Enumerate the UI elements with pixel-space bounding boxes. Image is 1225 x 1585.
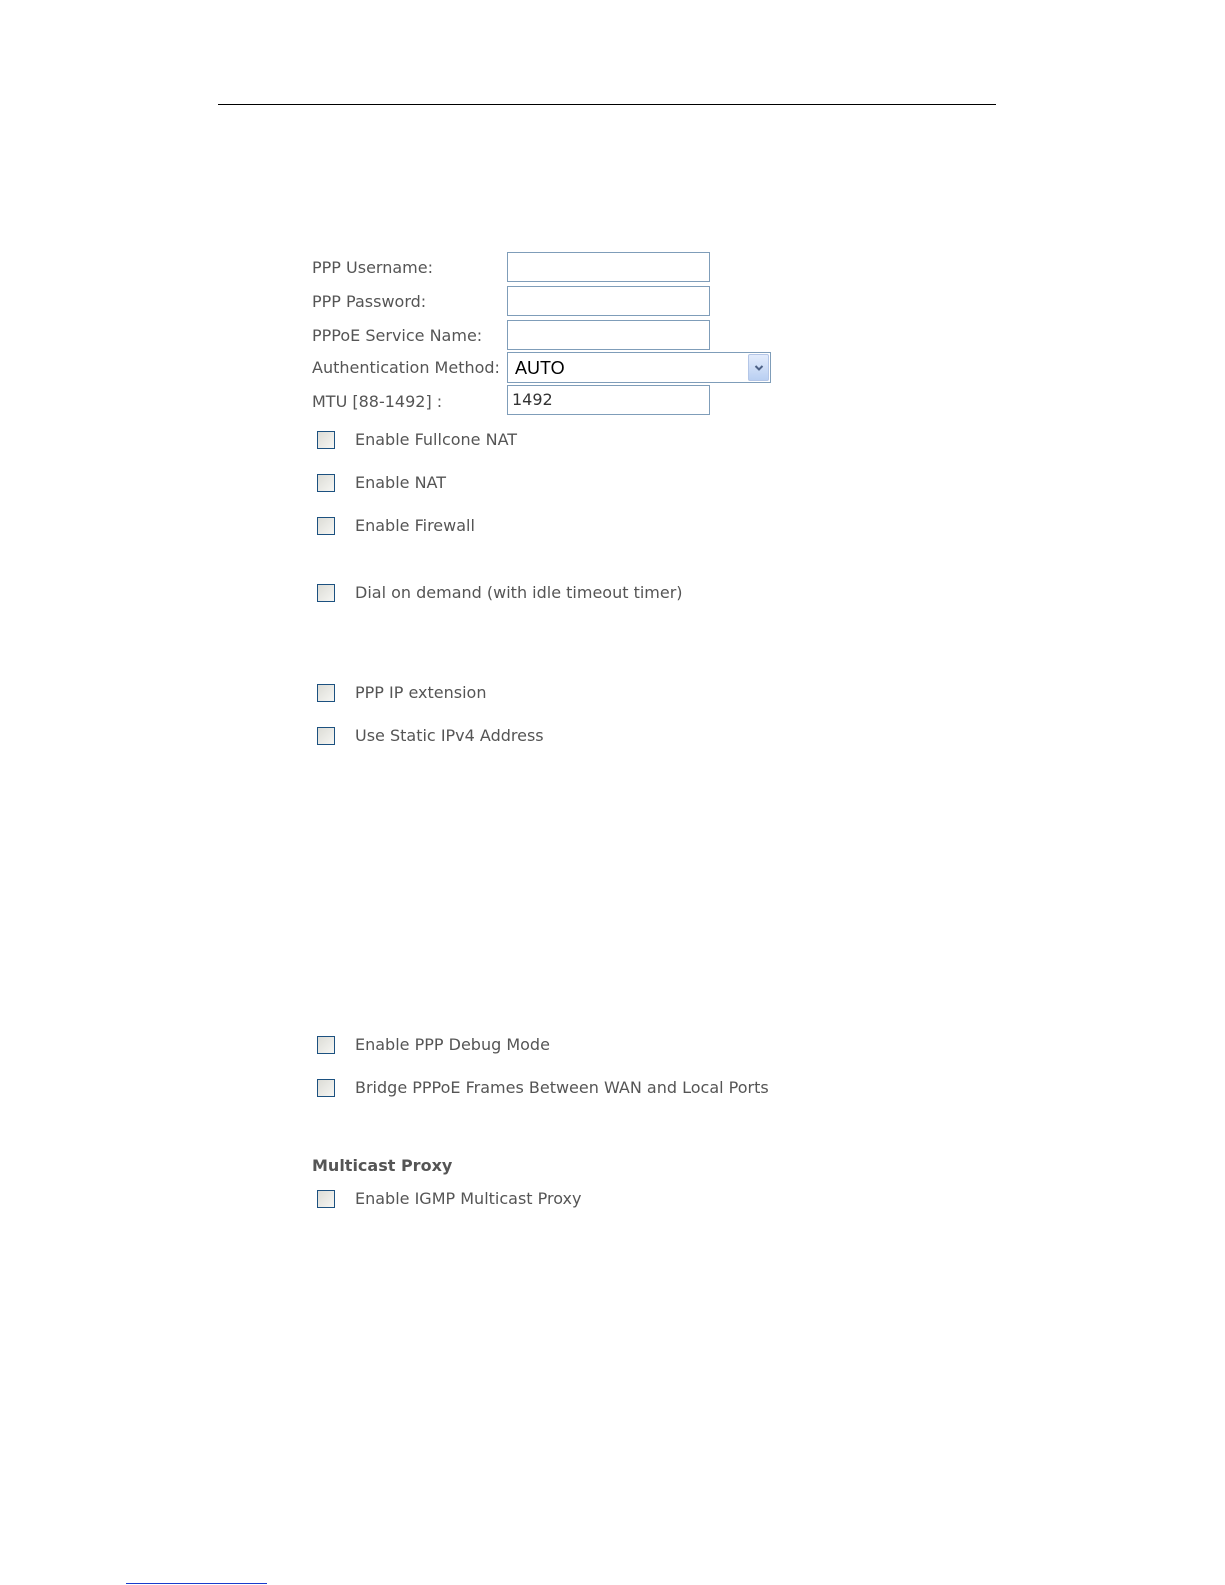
dial-on-demand-checkbox[interactable] [317, 584, 335, 602]
nat-label: Enable NAT [355, 473, 447, 492]
ppp-username-input[interactable] [507, 252, 710, 282]
ppp-ip-extension-label: PPP IP extension [355, 683, 487, 702]
header-divider [218, 104, 996, 105]
ppp-password-input[interactable] [507, 286, 710, 316]
ppp-password-label: PPP Password: [312, 292, 427, 311]
firewall-checkbox[interactable] [317, 517, 335, 535]
dropdown-button[interactable] [748, 354, 769, 381]
firewall-label: Enable Firewall [355, 516, 475, 535]
pppoe-service-name-input[interactable] [507, 320, 710, 350]
ppp-debug-label: Enable PPP Debug Mode [355, 1035, 550, 1054]
mtu-input[interactable]: 1492 [507, 385, 710, 415]
nat-checkbox[interactable] [317, 474, 335, 492]
footer-link-underline [126, 1583, 267, 1584]
static-ipv4-label: Use Static IPv4 Address [355, 726, 544, 745]
fullcone-nat-checkbox[interactable] [317, 431, 335, 449]
igmp-proxy-label: Enable IGMP Multicast Proxy [355, 1189, 582, 1208]
pppoe-service-name-label: PPPoE Service Name: [312, 326, 483, 345]
ppp-ip-extension-checkbox[interactable] [317, 684, 335, 702]
bridge-pppoe-checkbox[interactable] [317, 1079, 335, 1097]
ppp-debug-checkbox[interactable] [317, 1036, 335, 1054]
fullcone-nat-label: Enable Fullcone NAT [355, 430, 518, 449]
mtu-label: MTU [88-1492] : [312, 392, 443, 411]
bridge-pppoe-label: Bridge PPPoE Frames Between WAN and Local Ports [355, 1078, 769, 1097]
multicast-proxy-heading: Multicast Proxy [312, 1156, 453, 1175]
authentication-method-label: Authentication Method: [312, 358, 500, 377]
static-ipv4-checkbox[interactable] [317, 727, 335, 745]
ppp-username-label: PPP Username: [312, 258, 433, 277]
igmp-proxy-checkbox[interactable] [317, 1190, 335, 1208]
authentication-method-value: AUTO [515, 358, 565, 378]
dial-on-demand-label: Dial on demand (with idle timeout timer) [355, 583, 683, 602]
chevron-down-icon [754, 363, 764, 373]
authentication-method-select[interactable] [507, 352, 771, 383]
